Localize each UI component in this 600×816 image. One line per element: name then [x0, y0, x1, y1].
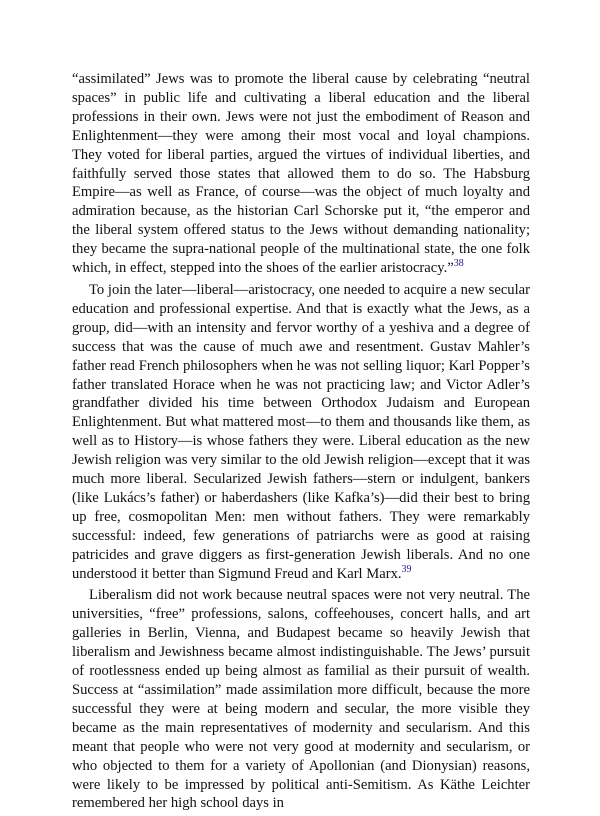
paragraph-3-text: Liberalism did not work because neutral spaces were not very neutral. The universities, “free” professions, salons, coffeehouses, concert halls, and art galleries in Berlin, Vienna, and Budapest became so heavily Jewish that liberalism and Jewishness became almost indistinguishable. The Jews’ pursuit of rootlessness ended up being almost as familial as their pursuit of wealth. Success at “assimilation” made assimilation more difficult, because the more successful they were at being modern and secular, the more visible they became as the main representatives of modernity and secularism. And this meant that people who were not very good at modernity and secularism, or who objected to them for a variety of Apollonian (and Dionysian) reasons, were likely to be impressed by political anti-Semitism. As Käthe Leichter remembered her high school days in	[72, 587, 530, 812]
footnote-ref-39[interactable]: 39	[401, 563, 412, 575]
paragraph-3	[72, 586, 530, 813]
book-page	[72, 70, 530, 816]
paragraph-2	[72, 281, 530, 584]
footnote-ref-38[interactable]: 38	[453, 258, 464, 270]
paragraph-2-text: To join the later—liberal—aristocracy, one needed to acquire a new secular education and professional expertise. And that is exactly what the Jews, as a group, did—with an intensity and fervor worthy of a yeshiva and a degree of success that was the cause of much awe and resentment. Gustav Mahler’s father read French philosophers when he was not selling liquor; Karl Popper’s father translated Horace when he was not practicing law; and Victor Adler’s grandfather divided his time between Orthodox Judaism and European Enlightenment. But what mattered most—to them and thousands like them, as well as to History—is whose fathers they were. Liberal education as the new Jewish religion was very similar to the old Jewish religion—except that it was much more liberal. Secularized Jewish fathers—stern or indulgent, bankers (like Lukács’s father) or haberdashers (like Kafka’s)—did their best to bring up free, cosmopolitan Men: men without fathers. They were remarkably successful: indeed, few generations of patriarchs were as good at raising patricides and grave diggers as first-generation Jewish liberals. And no one understood it better than Sigmund Freud and Karl Marx.	[72, 281, 530, 582]
paragraph-1-text: “assimilated” Jews was to promote the liberal cause by celebrating “neutral spaces” in public life and cultivating a liberal education and the liberal professions in their own. Jews were not just the embodiment of Reason and Enlightenment—they were among their most vocal and loyal champions. They voted for liberal parties, argued the virtues of individual liberties, and faithfully served those states that allowed them to do so. The Habsburg Empire—as well as France, of course—was the object of much loyalty and admiration because, as the historian Carl Schorske put it, “the emperor and the liberal system offered status to the Jews without demanding nationality; they became the supra-national people of the multinational state, the one folk which, in effect, stepped into the shoes of the earlier aristocracy.”	[72, 71, 530, 277]
paragraph-1	[72, 70, 530, 278]
